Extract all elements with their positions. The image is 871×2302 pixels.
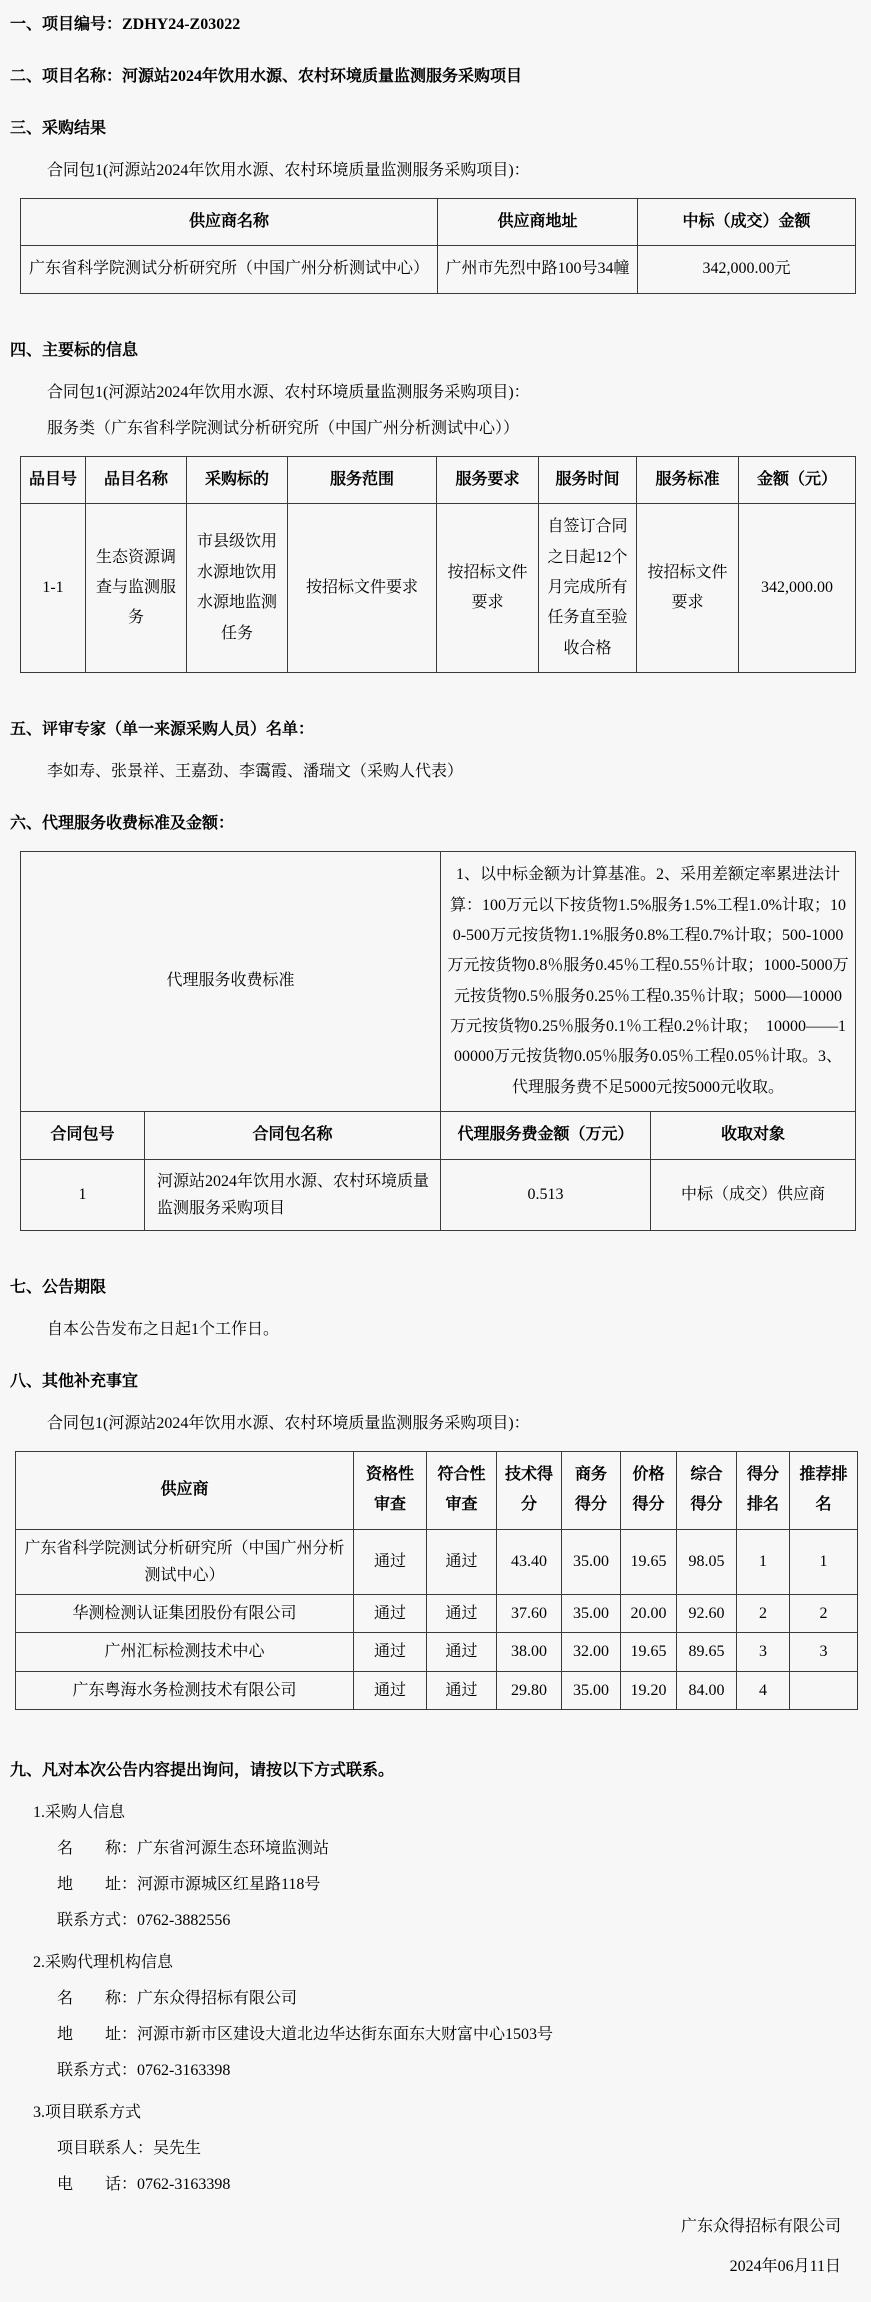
section-supplementary-title: 八、其他补充事宜 bbox=[10, 1373, 139, 1391]
column-header-service-requirement: 服务要求 bbox=[437, 456, 539, 503]
technical-score-cell: 29.80 bbox=[497, 1671, 562, 1709]
table-header-row bbox=[21, 456, 856, 503]
table-row bbox=[21, 504, 856, 673]
supplier-cell: 广东省科学院测试分析研究所（中国广州分析测试中心） bbox=[16, 1529, 354, 1594]
agency-fee-table bbox=[20, 851, 856, 1231]
fee-standard-row bbox=[21, 852, 856, 1112]
conformity-cell: 通过 bbox=[427, 1595, 497, 1633]
recommend-rank-cell: 2 bbox=[790, 1595, 858, 1633]
subject-category-line: 服务类（广东省科学院测试分析研究所（中国广州分析测试中心）） bbox=[47, 419, 520, 437]
section-procurement-result-title: 三、采购结果 bbox=[10, 120, 107, 137]
fee-amount-cell: 0.513 bbox=[441, 1159, 651, 1230]
purchaser-contact-label: 联系方式： bbox=[57, 1911, 138, 1929]
expert-names: 李如寿、张景祥、王嘉劲、李霭霞、潘瑞文（采购人代表） bbox=[47, 763, 464, 781]
technical-score-cell: 37.60 bbox=[497, 1595, 562, 1633]
supplementary-package-intro: 合同包1(河源站2024年饮用水源、农村环境质量监测服务采购项目)： bbox=[47, 1415, 530, 1433]
supplier-address-cell: 广州市先烈中路100号34幢 bbox=[438, 246, 638, 293]
column-header-package-name: 合同包名称 bbox=[145, 1112, 441, 1159]
subject-package-intro: 合同包1(河源站2024年饮用水源、农村环境质量监测服务采购项目)： bbox=[47, 383, 530, 401]
conformity-cell: 通过 bbox=[427, 1529, 497, 1594]
section-project-name: 二、项目名称：河源站2024年饮用水源、农村环境质量监测服务采购项目 bbox=[10, 68, 523, 85]
column-header-score-rank: 得分排名 bbox=[737, 1452, 790, 1530]
agency-name-line bbox=[57, 1988, 855, 2010]
business-score-cell: 35.00 bbox=[562, 1529, 621, 1594]
column-header-qualification-review: 资格性审查 bbox=[354, 1452, 427, 1530]
price-score-cell: 20.00 bbox=[621, 1595, 677, 1633]
column-header-subject: 采购标的 bbox=[187, 456, 288, 503]
project-contact-person-label: 项目联系人： bbox=[57, 2139, 154, 2157]
conformity-cell: 通过 bbox=[427, 1671, 497, 1709]
column-header-price-score: 价格得分 bbox=[621, 1452, 677, 1530]
price-score-cell: 19.65 bbox=[621, 1529, 677, 1594]
purchaser-name-value: 广东省河源生态环境监测站 bbox=[137, 1839, 330, 1857]
announcement-period-body: 自本公告发布之日起1个工作日。 bbox=[47, 1321, 280, 1339]
score-rank-cell: 3 bbox=[737, 1633, 790, 1671]
qualification-cell: 通过 bbox=[354, 1633, 427, 1671]
purchaser-address-line bbox=[57, 1874, 855, 1896]
column-header-supplier-address: 供应商地址 bbox=[438, 199, 638, 246]
project-phone-label: 电 话： bbox=[57, 2175, 138, 2193]
agency-address-line bbox=[57, 2024, 855, 2046]
fee-standard-text-cell: 1、以中标金额为计算基准。2、采用差额定率累进法计算：100万元以下按货物1.5%服务1.5%工程1.0%计取；100-500万元按货物1.1%服务0.8%工程0.7%计取；500-1000万元按货物0.8％服务0.45％工程0.55％计取；1000-5000万元按货物0.5％服务0.25％工程0.35％计取；5000—10000万元按货物0.25％服务0.1％工程0.2％计取； 10000——100000万元按货物0.05％服务0.05％工程0.05％计取。3、代理服务费不足5000元按5000元收取。 bbox=[441, 852, 856, 1112]
supplier-cell: 广州汇标检测技术中心 bbox=[16, 1633, 354, 1671]
column-header-award-amount: 中标（成交）金额 bbox=[638, 199, 856, 246]
subject-matter-table bbox=[20, 456, 856, 673]
service-requirement-cell: 按招标文件要求 bbox=[437, 504, 539, 673]
package-name-cell: 河源站2024年饮用水源、农村环境质量监测服务采购项目 bbox=[145, 1159, 441, 1230]
qualification-cell: 通过 bbox=[354, 1529, 427, 1594]
section-project-number: 一、项目编号：ZDHY24-Z03022 bbox=[10, 16, 241, 33]
package-no-cell: 1 bbox=[21, 1159, 145, 1230]
column-header-conformity-review: 符合性审查 bbox=[427, 1452, 497, 1530]
section-agency-fee-title: 六、代理服务收费标准及金额： bbox=[10, 815, 235, 833]
agency-contact-value: 0762-3163398 bbox=[137, 2061, 231, 2079]
recommend-rank-cell: 1 bbox=[790, 1529, 858, 1594]
total-score-cell: 84.00 bbox=[677, 1671, 737, 1709]
total-score-cell: 98.05 bbox=[677, 1529, 737, 1594]
agency-contact-line bbox=[57, 2060, 855, 2082]
supplier-name-cell: 广东省科学院测试分析研究所（中国广州分析测试中心） bbox=[21, 246, 438, 293]
agency-address-value: 河源市新市区建设大道北边华达街东面东大财富中心1503号 bbox=[137, 2025, 554, 2043]
technical-score-cell: 38.00 bbox=[497, 1633, 562, 1671]
footer-organization: 广东众得招标有限公司 bbox=[680, 2217, 841, 2235]
total-score-cell: 92.60 bbox=[677, 1595, 737, 1633]
project-contact-heading: 3.项目联系方式 bbox=[33, 2103, 142, 2121]
fee-standard-label-cell: 代理服务收费标准 bbox=[21, 852, 441, 1112]
table-row bbox=[16, 1633, 858, 1671]
agency-address-label: 地 址： bbox=[57, 2025, 138, 2043]
service-scope-cell: 按招标文件要求 bbox=[288, 504, 437, 673]
table-row bbox=[21, 246, 856, 293]
column-header-fee-amount: 代理服务费金额（万元） bbox=[441, 1112, 651, 1159]
table-row bbox=[21, 1159, 856, 1230]
purchaser-address-label: 地 址： bbox=[57, 1875, 138, 1893]
fee-payer-cell: 中标（成交）供应商 bbox=[651, 1159, 856, 1230]
column-header-item-no: 品目号 bbox=[21, 456, 86, 503]
purchaser-name-line bbox=[57, 1838, 855, 1860]
qualification-cell: 通过 bbox=[354, 1671, 427, 1709]
project-contact-person-value: 吴先生 bbox=[153, 2139, 202, 2157]
purchaser-contact-line bbox=[57, 1910, 855, 1932]
conformity-cell: 通过 bbox=[427, 1633, 497, 1671]
table-row bbox=[16, 1529, 858, 1594]
column-header-recommend-rank: 推荐排名 bbox=[790, 1452, 858, 1530]
evaluation-table bbox=[15, 1451, 858, 1710]
column-header-service-standard: 服务标准 bbox=[637, 456, 739, 503]
score-rank-cell: 1 bbox=[737, 1529, 790, 1594]
result-package-intro: 合同包1(河源站2024年饮用水源、农村环境质量监测服务采购项目)： bbox=[47, 162, 530, 179]
qualification-cell: 通过 bbox=[354, 1595, 427, 1633]
column-header-service-time: 服务时间 bbox=[539, 456, 637, 503]
score-rank-cell: 4 bbox=[737, 1671, 790, 1709]
column-header-supplier-name: 供应商名称 bbox=[21, 199, 438, 246]
column-header-item-name: 品目名称 bbox=[86, 456, 187, 503]
amount-cell: 342,000.00 bbox=[739, 504, 856, 673]
subject-cell: 市县级饮用水源地饮用水源地监测任务 bbox=[187, 504, 288, 673]
column-header-fee-payer: 收取对象 bbox=[651, 1112, 856, 1159]
technical-score-cell: 43.40 bbox=[497, 1529, 562, 1594]
service-time-cell: 自签订合同之日起12个月完成所有任务直至验收合格 bbox=[539, 504, 637, 673]
score-rank-cell: 2 bbox=[737, 1595, 790, 1633]
table-header-row bbox=[16, 1452, 858, 1530]
agency-name-value: 广东众得招标有限公司 bbox=[137, 1989, 298, 2007]
table-row bbox=[16, 1595, 858, 1633]
footer-date: 2024年06月11日 bbox=[729, 2257, 841, 2275]
column-header-amount: 金额（元） bbox=[739, 456, 856, 503]
project-phone-value: 0762-3163398 bbox=[137, 2175, 231, 2193]
supplier-cell: 华测检测认证集团股份有限公司 bbox=[16, 1595, 354, 1633]
item-no-cell: 1-1 bbox=[21, 504, 86, 673]
purchaser-contact-value: 0762-3882556 bbox=[137, 1911, 231, 1929]
business-score-cell: 35.00 bbox=[562, 1671, 621, 1709]
agency-name-label: 名 称： bbox=[57, 1989, 138, 2007]
purchaser-address-value: 河源市源城区红星路118号 bbox=[137, 1875, 321, 1893]
column-header-business-score: 商务得分 bbox=[562, 1452, 621, 1530]
section-subject-info-title: 四、主要标的信息 bbox=[10, 341, 139, 359]
section-contact-title: 九、凡对本次公告内容提出询问，请按以下方式联系。 bbox=[10, 1761, 395, 1779]
service-standard-cell: 按招标文件要求 bbox=[637, 504, 739, 673]
purchaser-name-label: 名 称： bbox=[57, 1839, 138, 1857]
item-name-cell: 生态资源调查与监测服务 bbox=[86, 504, 187, 673]
price-score-cell: 19.65 bbox=[621, 1633, 677, 1671]
award-amount-cell: 342,000.00元 bbox=[638, 246, 856, 293]
recommend-rank-cell bbox=[790, 1671, 858, 1709]
column-header-total-score: 综合得分 bbox=[677, 1452, 737, 1530]
supplier-cell: 广东粤海水务检测技术有限公司 bbox=[16, 1671, 354, 1709]
price-score-cell: 19.20 bbox=[621, 1671, 677, 1709]
project-contact-person-line bbox=[57, 2138, 855, 2160]
table-header-row bbox=[21, 199, 856, 246]
table-header-row bbox=[21, 1112, 856, 1159]
purchaser-info-heading: 1.采购人信息 bbox=[33, 1803, 126, 1821]
business-score-cell: 35.00 bbox=[562, 1595, 621, 1633]
business-score-cell: 32.00 bbox=[562, 1633, 621, 1671]
section-experts-title: 五、评审专家（单一来源采购人员）名单： bbox=[10, 721, 315, 739]
column-header-service-scope: 服务范围 bbox=[288, 456, 437, 503]
project-phone-line bbox=[57, 2174, 855, 2196]
table-row bbox=[16, 1671, 858, 1709]
agency-info-heading: 2.采购代理机构信息 bbox=[33, 1953, 174, 1971]
column-header-package-no: 合同包号 bbox=[21, 1112, 145, 1159]
column-header-supplier: 供应商 bbox=[16, 1452, 354, 1530]
agency-contact-label: 联系方式： bbox=[57, 2061, 138, 2079]
recommend-rank-cell: 3 bbox=[790, 1633, 858, 1671]
result-table bbox=[20, 198, 856, 294]
total-score-cell: 89.65 bbox=[677, 1633, 737, 1671]
column-header-technical-score: 技术得分 bbox=[497, 1452, 562, 1530]
section-announcement-period-title: 七、公告期限 bbox=[10, 1279, 107, 1297]
